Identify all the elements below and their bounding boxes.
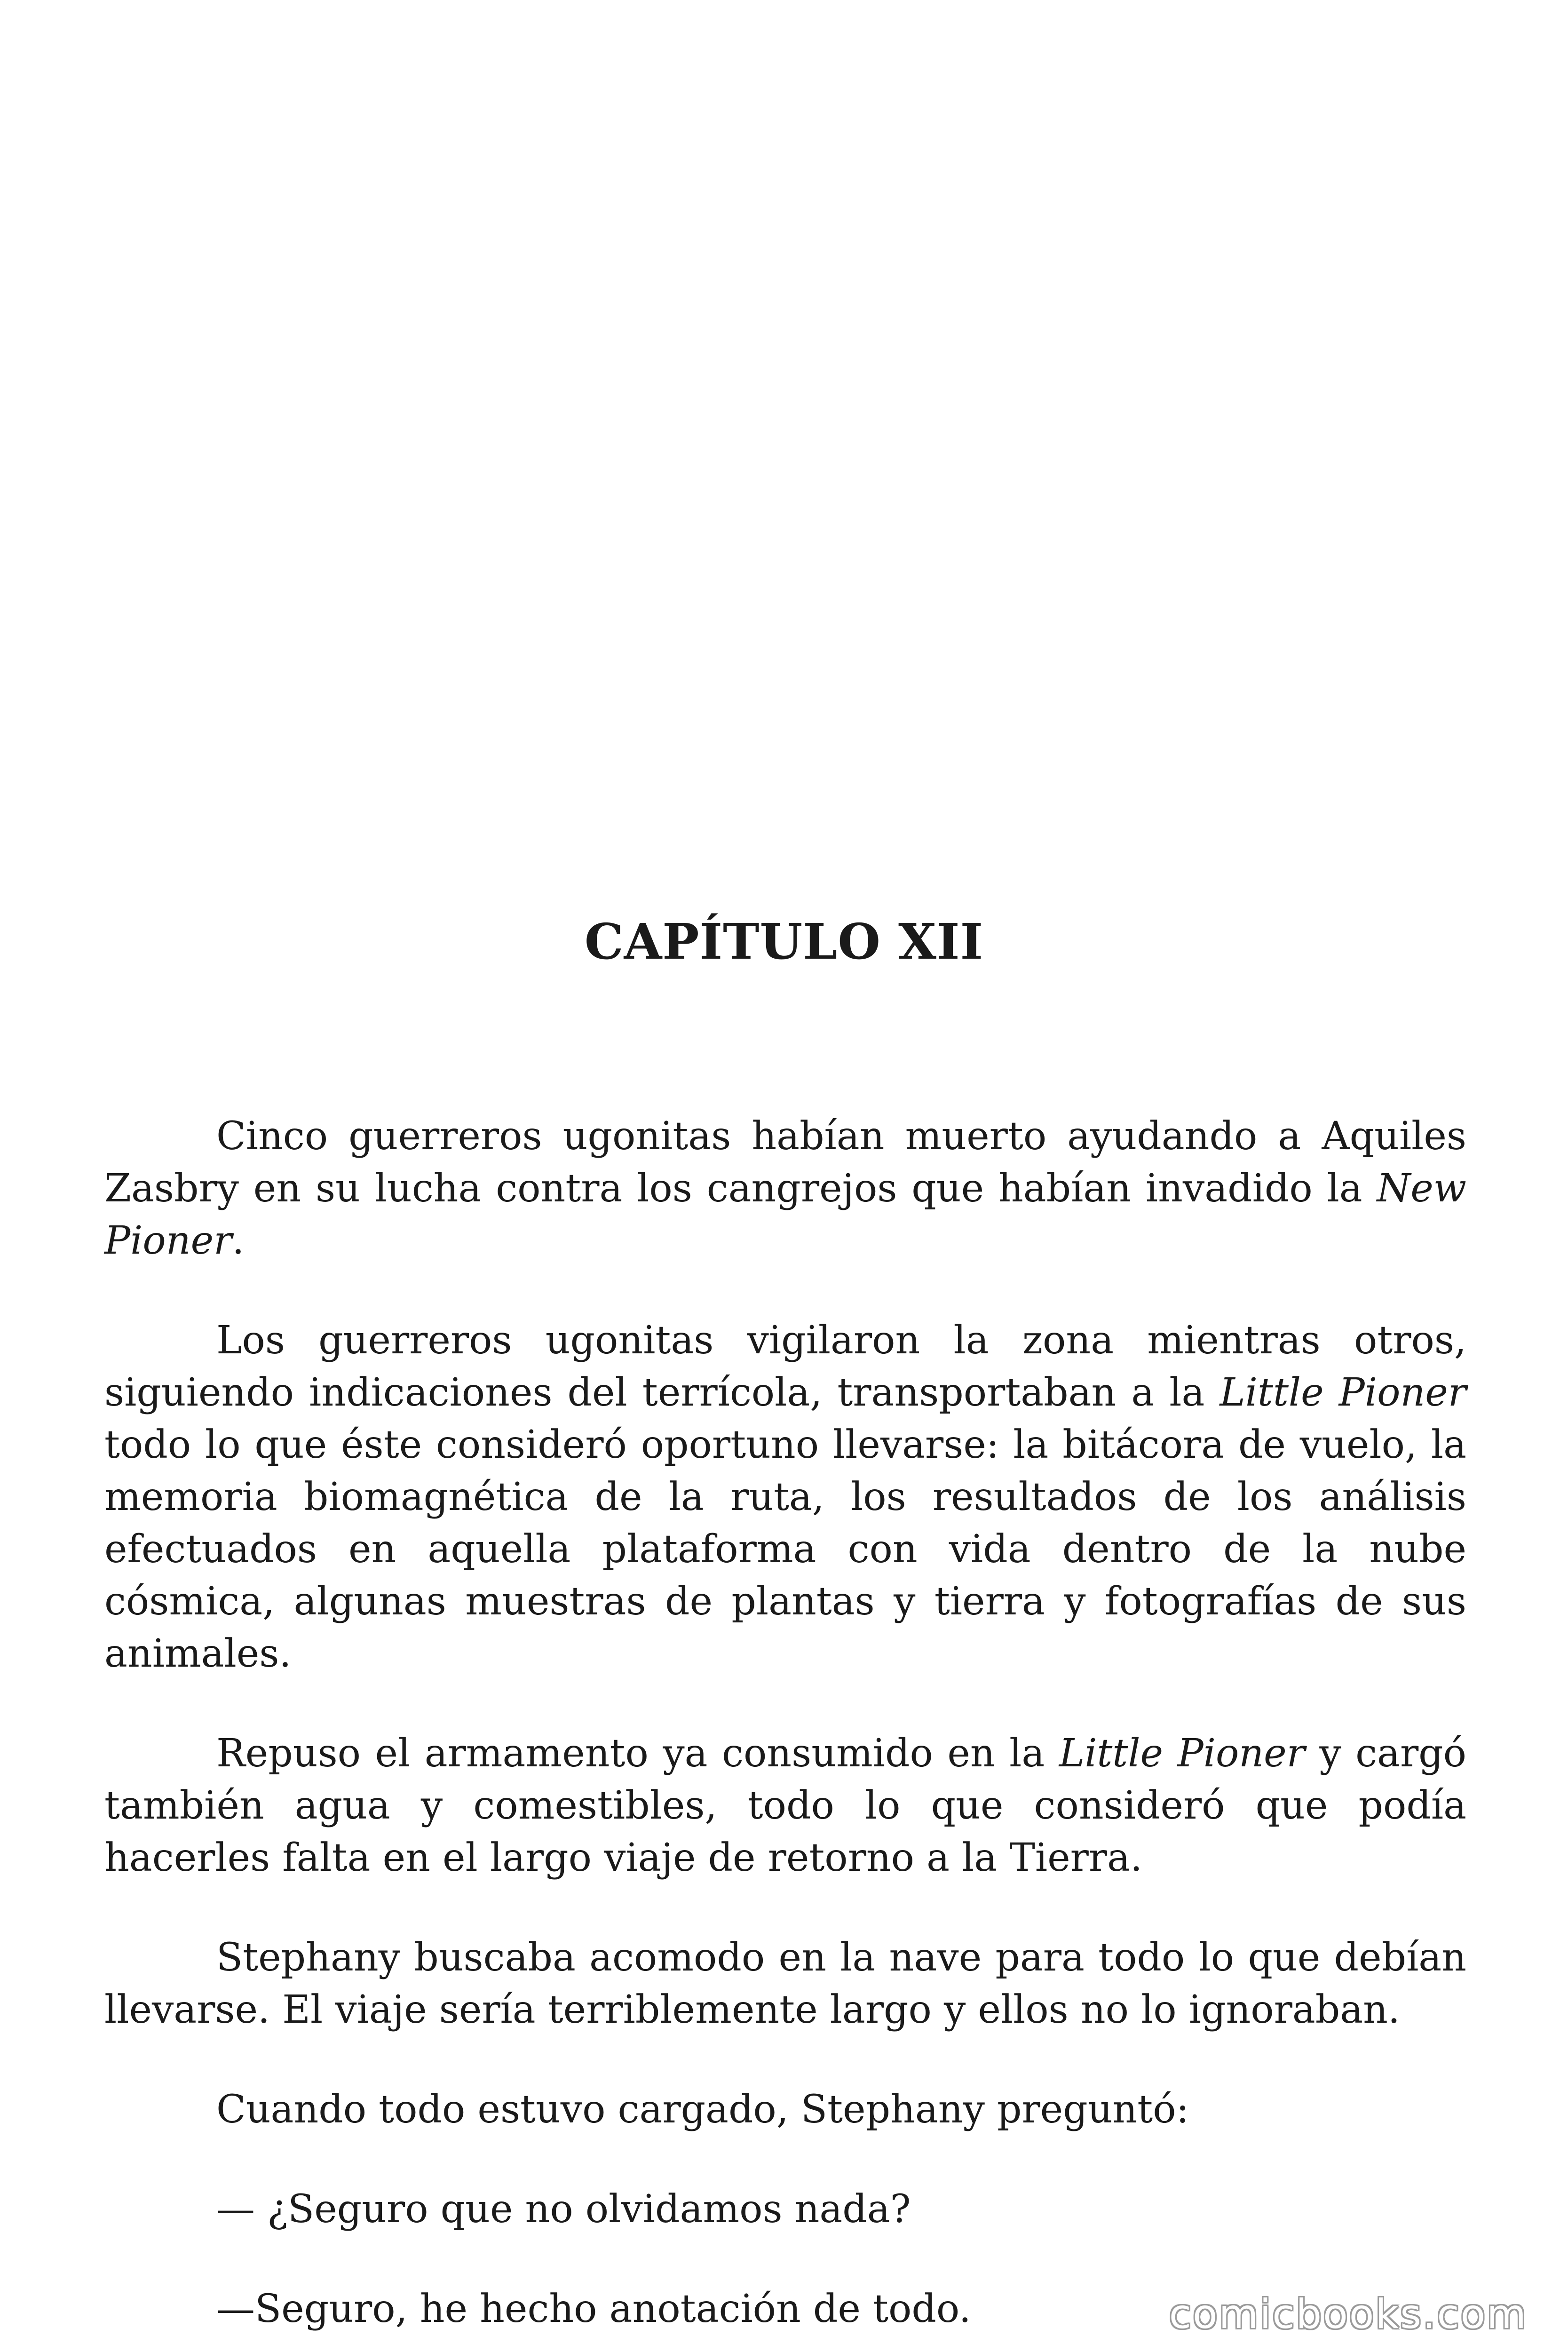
paragraph-1-end: . xyxy=(232,1218,245,1263)
paragraph-1 xyxy=(104,1110,1466,1267)
dialogue-line-1: — ¿Seguro que no olvidamos nada? xyxy=(216,2187,911,2232)
paragraph-3-text: Repuso el armamento ya consumido en la xyxy=(216,1731,1059,1776)
paragraph-4: Stephany buscaba acomodo en la nave para todo lo que debían llevarse. El viaje sería terriblemente largo y ellos no lo ignoraban. xyxy=(104,1935,1466,2032)
watermark-logo: comicbooks.com xyxy=(1169,2291,1528,2338)
paragraph-2-end: todo lo que éste consideró oportuno llevarse: la bitácora de vuelo, la memoria biomagnética de la ruta, los resultados de los análisis efectuados en aquella plataforma con vida dentro de la nube cósmica, algunas muestras de plantas y tierra y fotografías de sus animales. xyxy=(104,1422,1466,1676)
paragraph-3 xyxy=(104,1727,1466,1884)
paragraph-2-text: Los guerreros ugonitas vigilaron la zona mientras otros, siguiendo indicaciones del terrícola, transportaban a la xyxy=(104,1318,1466,1415)
ship-name-new-pioner: New Pioner xyxy=(104,1166,1466,1263)
ship-name-little-pioner: Little Pioner xyxy=(1220,1370,1466,1415)
paragraph-3-end: y cargó también agua y comestibles, todo lo que consideró que podía hacerles falta en el largo viaje de retorno a la Tierra. xyxy=(104,1731,1466,1880)
dialogue-line-2: —Seguro, he hecho anotación de todo. xyxy=(216,2287,971,2331)
ship-name-little-pioner: Little Pioner xyxy=(1059,1731,1305,1776)
paragraph-5: Cuando todo estuvo cargado, Stephany preguntó: xyxy=(216,2087,1189,2132)
paragraph-2 xyxy=(104,1314,1466,1680)
paragraph-1-text: Cinco guerreros ugonitas habían muerto ayudando a Aquiles Zasbry en su lucha contra los cangrejos que habían invadido la xyxy=(104,1114,1466,1211)
chapter-title: CAPÍTULO XII xyxy=(584,913,984,970)
chapter-body xyxy=(104,1110,1466,2352)
